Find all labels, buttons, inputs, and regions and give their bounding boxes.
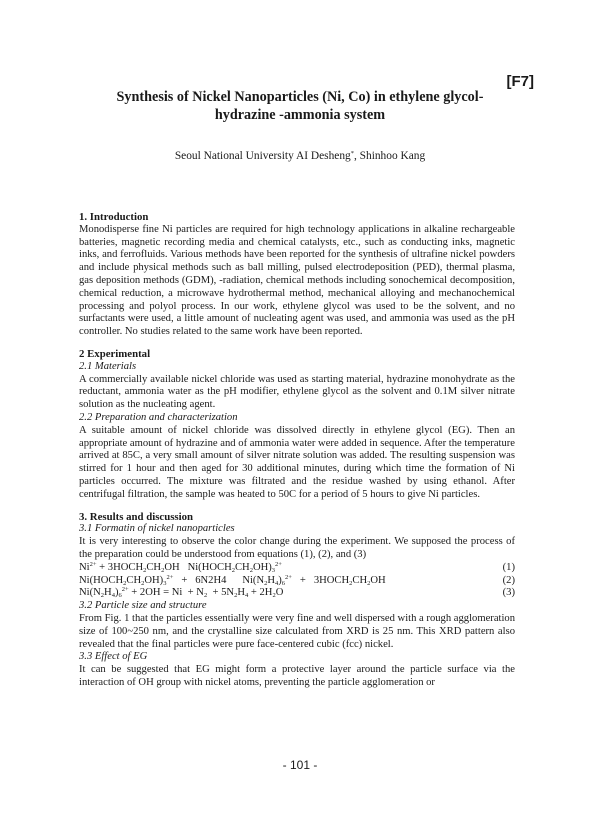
page-number: - 101 - (282, 758, 318, 772)
equation-3-number: (3) (502, 587, 515, 599)
author-line (60, 149, 540, 163)
subsection-heading-preparation: 2.2 Preparation and characterization (79, 411, 238, 423)
effect-eg-paragraph: It can be suggested that EG might form a protective layer around the particle surface via the interaction of OH group with nickel atoms, preventing the particle agglomeration or (79, 664, 515, 688)
particle-size-paragraph: From Fig. 1 that the particles essentially were very fine and well dispersed with a rough agglomeration size of 100~250 nm, and the crystalline size calculated from XRD is 25 nm. This XRD pattern also revealed that the final particles were pure face-centered cubic (fcc) nickel. (79, 612, 515, 650)
corresponding-author-mark: * (350, 150, 354, 157)
equation-1-body: $Ni^{2+}$ + $3HOCH_2CH_2OH$ $Ni(HOCH_2CH_2OH)_3^{2+}$ (79, 560, 282, 574)
subsection-heading-effect-eg: 3.3 Effect of EG (79, 651, 148, 663)
equation-3-body: $Ni(N_2H_4)_6^{2+} + 2OH = Ni + N_2 + 5N_2H_4 + 2H_2O$ (79, 586, 284, 600)
title-line-2: hydrazine -ammonia system (214, 107, 386, 123)
formation-paragraph: It is very interesting to observe the color change during the experiment. We supposed the process of the preparation could be understood from equations (1), (2), and (3) (79, 536, 515, 560)
subsection-heading-particle-size: 3.2 Particle size and structure (79, 600, 207, 612)
equation-2 (79, 575, 515, 588)
equation-1 (79, 562, 515, 575)
equation-2-number: (2) (502, 574, 515, 586)
authors-suffix: , Shinhoo Kang (353, 150, 426, 162)
subsection-heading-formation: 3.1 Formatin of nickel nanoparticles (79, 523, 235, 535)
paper-title (60, 88, 540, 124)
section-heading-introduction: 1. Introduction (79, 211, 149, 223)
authors-prefix: Seoul National University AI Desheng (174, 150, 351, 162)
equation-3 (79, 587, 515, 600)
equation-2-body: $Ni(HOCH_2CH_2OH)_3^{2+} + 6N2H4$ $Ni(N_2H_4)_6^{2+}$ + $3HOCH_2CH_2OH$ (79, 573, 386, 587)
equation-1-number: (1) (502, 561, 515, 573)
paper-body (79, 211, 515, 690)
section-heading-results: 3. Results and discussion (79, 510, 194, 523)
introduction-paragraph: Monodisperse fine Ni particles are required for high technology applications in alkaline rechargeable batteries, magnetic recording media and chemical catalysts, etc., such as conducting inks, magnetic inks, and ferrofluids. Various methods have been reported for the synthesis of ultrafine nickel powders and include physical methods such as ball milling, pulsed electrodeposition (PED), thermal plasma, gas deposition methods (GDM), -radiation, chemical methods including sonochemical decomposition, chemical reduction, a microwave hydrothermal method, mechanical alloying and mechanochemical processing and polyol process. In our work, ethylene glycol was used to be the solvent, and no surfactants were used, a little amount of nucleating agent was used, and ammonia was used as the pH controller. No studies related to the same work have been reported. (79, 223, 515, 338)
paper-tag: [F7] (506, 73, 534, 90)
section-heading-experimental: 2 Experimental (79, 347, 151, 360)
subsection-heading-materials: 2.1 Materials (79, 360, 137, 372)
materials-paragraph: A commercially available nickel chloride was used as starting material, hydrazine monohydrate as the reductant, ammonia water as the pH modifier, ethylene glycol as the solvent and 0.1M silver nitrate solution as the nucleating agent. (79, 373, 515, 411)
title-line-1: Synthesis of Nickel Nanoparticles (Ni, Co) in ethylene glycol- (116, 89, 484, 105)
preparation-paragraph: A suitable amount of nickel chloride was dissolved directly in ethylene glycol (EG). Then an appropriate amount of hydrazine and of ammonia water were added in sequence. After the temperature arrived at 85C, a very small amount of silver nitrate solution was added. The resulting suspension was stirred for 1 hour and then aged for 30 additional minutes, during which time the formation of Ni particles occurred. The mixture was filtrated and the residue washed by using ethanol. After centrifugal filtration, the sample was heated to 50C for a period of 5 hours to give Ni particles. (79, 424, 515, 500)
